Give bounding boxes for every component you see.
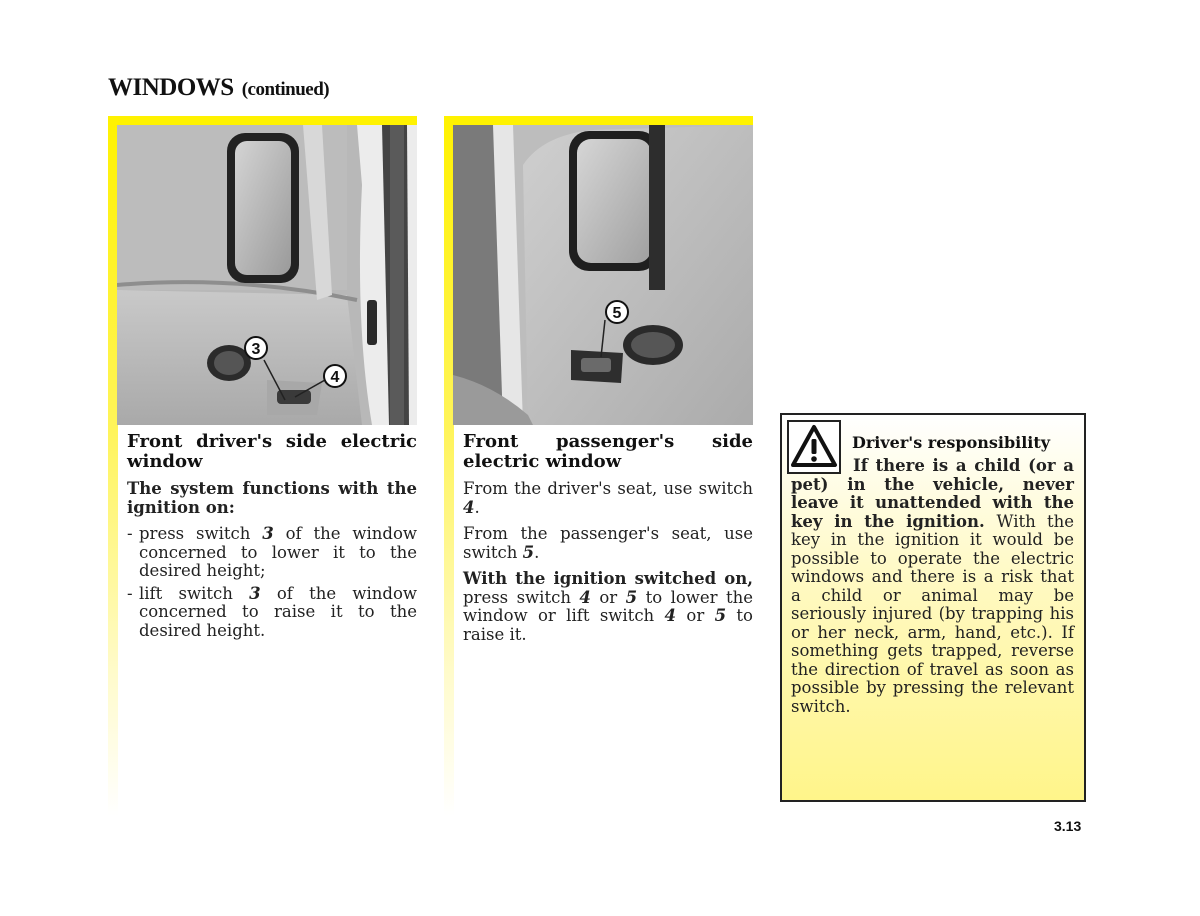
warning-text: With the key in the ignition it would be possible to operate the electric windows and there is a risk that a child or animal may be seriously injured (by trapping his or her neck, arm, hand, etc.). If something gets trapped, reverse the direction of travel as soon as possible by pressing the relevant switch. (791, 511, 1074, 716)
yellow-bar-top (108, 116, 417, 125)
driver-door-photo (117, 125, 417, 425)
list-item: - press switch 3 of the window concerned to lower it to the desired height; (127, 525, 417, 581)
passenger-window-column (444, 116, 753, 816)
list-item: - lift switch 3 of the window concerned to raise it to the desired height. (127, 585, 417, 641)
warning-bold-text: If there is a child (or a pet) in the vehicle, never leave it unattended with the key in the ignition. With the key in the ignition it would be possible to operate the electric windows and there is a risk that a child or animal may be seriously injured (by trapping his or her neck, arm, hand, etc.). If something gets trapped, reverse the direction of travel as soon as possible by pressing the relevant switch. (791, 456, 1074, 716)
passenger-window-p3: With the ignition switched on, press switch 4 or 5 to lower the window or lift switch 4 or 5 to raise it. (463, 569, 754, 644)
title-continued: (continued) (241, 79, 330, 100)
passenger-window-p1: From the driver's seat, use switch 4. (463, 479, 753, 517)
yellow-bar-top (444, 116, 753, 125)
driver-window-text (127, 432, 417, 644)
passenger-door-photo (453, 125, 753, 425)
driver-window-heading: Front driver's side electric window (127, 431, 417, 472)
driver-window-column (108, 116, 417, 816)
callout-5 (606, 301, 628, 323)
callout-5-label: 5 (612, 305, 622, 322)
callout-4 (324, 365, 346, 387)
passenger-window-text (463, 432, 753, 652)
callout-3-label: 3 (251, 341, 261, 358)
passenger-window-heading: Front passenger's side electric window (463, 431, 753, 472)
driver-window-intro: The system functions with the ignition on: (127, 479, 417, 517)
page-title (108, 74, 329, 102)
callout-4-label: 4 (330, 369, 340, 386)
driver-window-list (127, 525, 417, 640)
passenger-window-p2: From the passenger's seat, use switch 5. (463, 524, 753, 562)
callout-3 (245, 337, 267, 359)
warning-body (791, 455, 1074, 716)
warning-box (780, 413, 1086, 802)
warning-title: Driver's responsibility (852, 433, 1051, 452)
title-main: WINDOWS (108, 74, 234, 101)
page-number: 3.13 (1054, 818, 1082, 834)
